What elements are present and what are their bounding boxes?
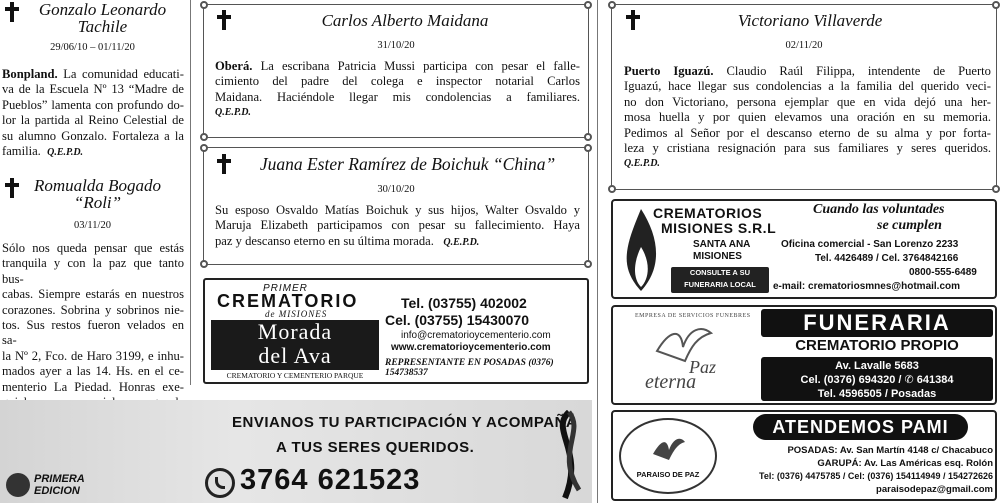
obituary-place: Oberá. (215, 59, 253, 73)
cross-icon (5, 178, 19, 198)
ad-de-misiones: de MISIONES (265, 309, 328, 319)
obituary-name: Carlos Alberto Maidana (321, 11, 489, 30)
ad-tel: Tel. 4426489 / Cel. 3764842166 (815, 253, 959, 264)
text-line: su alumno Gonzalo. Fortaleza a la (2, 128, 184, 143)
text-line: tos. Sus restos fueron velados en sa- (2, 318, 184, 348)
ad-crematorio: CREMATORIO (217, 291, 359, 311)
banner-phone: 3764 621523 (240, 464, 421, 496)
crematorios-misiones-ad (611, 199, 997, 299)
text-line: corazones. Sobrina y sobrinos nie- (2, 302, 184, 317)
cross-icon (217, 154, 231, 174)
obituary-place: Bonpland. (2, 67, 58, 81)
ad-subtitle: CREMATORIO Y CEMENTERIO PARQUE (226, 371, 364, 380)
paraiso-logo (619, 418, 717, 494)
ad-web: www.crematorioycementerio.com (391, 342, 551, 353)
text-line: mosa huella y por quien elevamos una oración en su memoria. (624, 110, 991, 125)
crematorio-ad (203, 278, 589, 384)
funeraria-header: FUNERARIA (761, 309, 993, 337)
obituary-text (215, 203, 580, 250)
ad-tel: Tel. (03755) 402002 (401, 295, 527, 311)
text-line: cabas. Siempre estarás en nuestros (2, 287, 184, 302)
logo-line-1: Paz (689, 357, 716, 377)
paz-eterna-ad (611, 305, 997, 405)
text-line: no don Victoriano, persona ejemplar que en vida dejó una her- (624, 94, 991, 109)
qepd-mark: Q.E.P.D. (47, 147, 84, 159)
ad-morada-line-2: del Ava (258, 343, 332, 368)
text-line: Su esposo Osvaldo Matías Boichuk y sus hijos, Walter Osvaldo y (215, 203, 580, 217)
logo-line-2: eterna (645, 371, 697, 393)
arc-text: EMPRESA DE SERVICIOS FUNEBRES (635, 313, 751, 319)
column-divider (190, 0, 191, 385)
ad-email: info@crematorioycementerio.com (401, 330, 551, 341)
obituary-name (25, 1, 180, 35)
ad-rep: REPRESENTANTE EN POSADAS (0376) 154738537 (385, 358, 554, 378)
ad-title-line-2: MISIONES S.R.L (661, 220, 777, 236)
obituary-name (25, 177, 170, 211)
obituary-text (2, 241, 184, 427)
obituary-text (215, 59, 580, 121)
brand-line-1: PRIMERA (34, 473, 85, 485)
text-line: menterio La Piedad. Honras exe- (2, 379, 184, 394)
obituary-date: 03/11/20 (74, 220, 111, 231)
obituary-date: 31/10/20 (377, 40, 415, 51)
text-line: La comunidad educati- (63, 67, 184, 81)
ad-line-1: POSADAS: Av. San Martín 4148 c/ Chacabuco (787, 445, 993, 456)
brand-line-2: EDICION (34, 485, 80, 497)
ad-line-3: Tel: (0376) 4475785 / Cel: (0376) 154114949 / 154272626 (758, 471, 993, 481)
ribbon-icon (555, 410, 585, 500)
text-line: Sólo nos queda pensar que estás (2, 241, 184, 255)
text-line: leza y cristiana resignación para sus familiares y seres queridos. (624, 141, 991, 156)
name-line-2: “Roli” (73, 193, 122, 212)
text-line: mados ayer a las 14. Hs. en el ce- (2, 364, 184, 379)
ad-cel: Cel. (0376) 694320 / ✆ 641384 (800, 374, 954, 386)
consult-line-2: FUNERARIA LOCAL (684, 280, 756, 289)
obituary-text (624, 64, 991, 172)
text-line: paz y descanso eterno en su última morada. (215, 233, 434, 248)
name-line-1: Romualda Bogado (33, 176, 162, 195)
ad-line-2: GARUPÁ: Av. Las Américas esq. Rolón (817, 458, 993, 469)
ad-slogan-line-1: Cuando las voluntades (813, 202, 945, 217)
pami-header: ATENDEMOS PAMI (753, 414, 968, 440)
text-line: Maruja Elizabeth participamos con pesar su fallecimiento. Haya (215, 218, 580, 233)
obituary-date: 30/10/20 (377, 184, 415, 195)
consult-line-1: CONSULTE A SU (689, 268, 751, 277)
paraiso-de-paz-ad (611, 410, 997, 501)
text-line: Pueblos” lamenta con profundo do- (2, 97, 184, 112)
obituary-date: 02/11/20 (785, 40, 823, 51)
ad-email: e-mail: crematoriosmnes@hotmail.com (773, 281, 961, 292)
name-line-1: Gonzalo Leonardo (38, 0, 167, 19)
text-line: Iguazú, hace llegar sus condolencias a la familia del querido veci- (624, 79, 991, 94)
obituary-name: Victoriano Villaverde (737, 11, 883, 30)
obituary-name: Juana Ester Ramírez de Boichuk “China” (259, 154, 556, 174)
text-line: tranquila y con la paz que tanto bus- (2, 256, 184, 286)
ad-contact-box (761, 357, 993, 401)
ad-tel: Tel. 4596505 / Posadas (817, 388, 937, 400)
qepd-mark: Q.E.P.D. (215, 107, 251, 119)
ad-morada-line-1: Morada (257, 319, 333, 344)
cross-icon (217, 10, 231, 30)
ad-primer: PRIMER (263, 283, 308, 294)
ad-sub-line-2: MISIONES (693, 251, 742, 262)
text-line: La escribana Patricia Mussi participa con pesar el falle- (260, 59, 580, 73)
ad-slogan-line-2: se cumplen (877, 218, 942, 233)
banner-line-1: ENVIANOS TU PARTICIPACIÓN Y ACOMPAÑÁ (232, 414, 578, 431)
logo-text: PARAISO DE PAZ (636, 470, 700, 479)
ad-title-line-1: CREMATORIOS (653, 205, 763, 221)
participation-banner (0, 400, 592, 503)
ad-line-4: paraisodepaz@gmail.com (876, 484, 993, 495)
text-line: Maidana. Haciéndole llegar mis condolencias a familiares. (215, 89, 580, 104)
ad-office: Oficina comercial - San Lorenzo 2233 (781, 239, 959, 250)
obituary-place: Puerto Iguazú. (624, 64, 714, 78)
qepd-mark: Q.E.P.D. (443, 236, 480, 248)
text-line: la Nº 2, Fco. de Haro 3199, e inhu- (2, 348, 184, 363)
banner-line-2: A TUS SERES QUERIDOS. (276, 439, 475, 456)
cross-icon (626, 10, 640, 30)
name-line-2: Tachile (77, 17, 128, 36)
column-divider (597, 0, 598, 503)
ad-phone2: 0800-555-6489 (909, 267, 977, 278)
obituary-text (2, 67, 184, 160)
whatsapp-icon (205, 468, 235, 498)
consult-badge (671, 267, 769, 293)
text-line: cimiento del padre del colega e inspector notarial Carlos (215, 74, 580, 89)
cross-icon (5, 2, 19, 22)
obituary-date: 29/06/10 – 01/11/20 (50, 42, 135, 53)
primera-edicion-logo (6, 473, 104, 499)
text-line: va de la Escuela Nº 13 “Madre de (2, 82, 184, 97)
ad-addr: Av. Lavalle 5683 (835, 360, 919, 372)
ad-sub-line-1: SANTA ANA (693, 239, 751, 250)
text-line: lor la partida al Reino Celestial de (2, 113, 184, 128)
qepd-mark: Q.E.P.D. (624, 158, 660, 170)
text-line: Pedimos al Señor por el descanso eterno de su alma y por forta- (624, 125, 991, 140)
ad-cel: Cel. (03755) 15430070 (385, 312, 529, 328)
ad-morada-box (211, 320, 379, 370)
text-line: Claudio Raúl Filippa, intendente de Puerto (726, 64, 991, 78)
ad-crematorio-propio: CREMATORIO PROPIO (795, 337, 959, 354)
text-line: familia. (2, 144, 41, 159)
